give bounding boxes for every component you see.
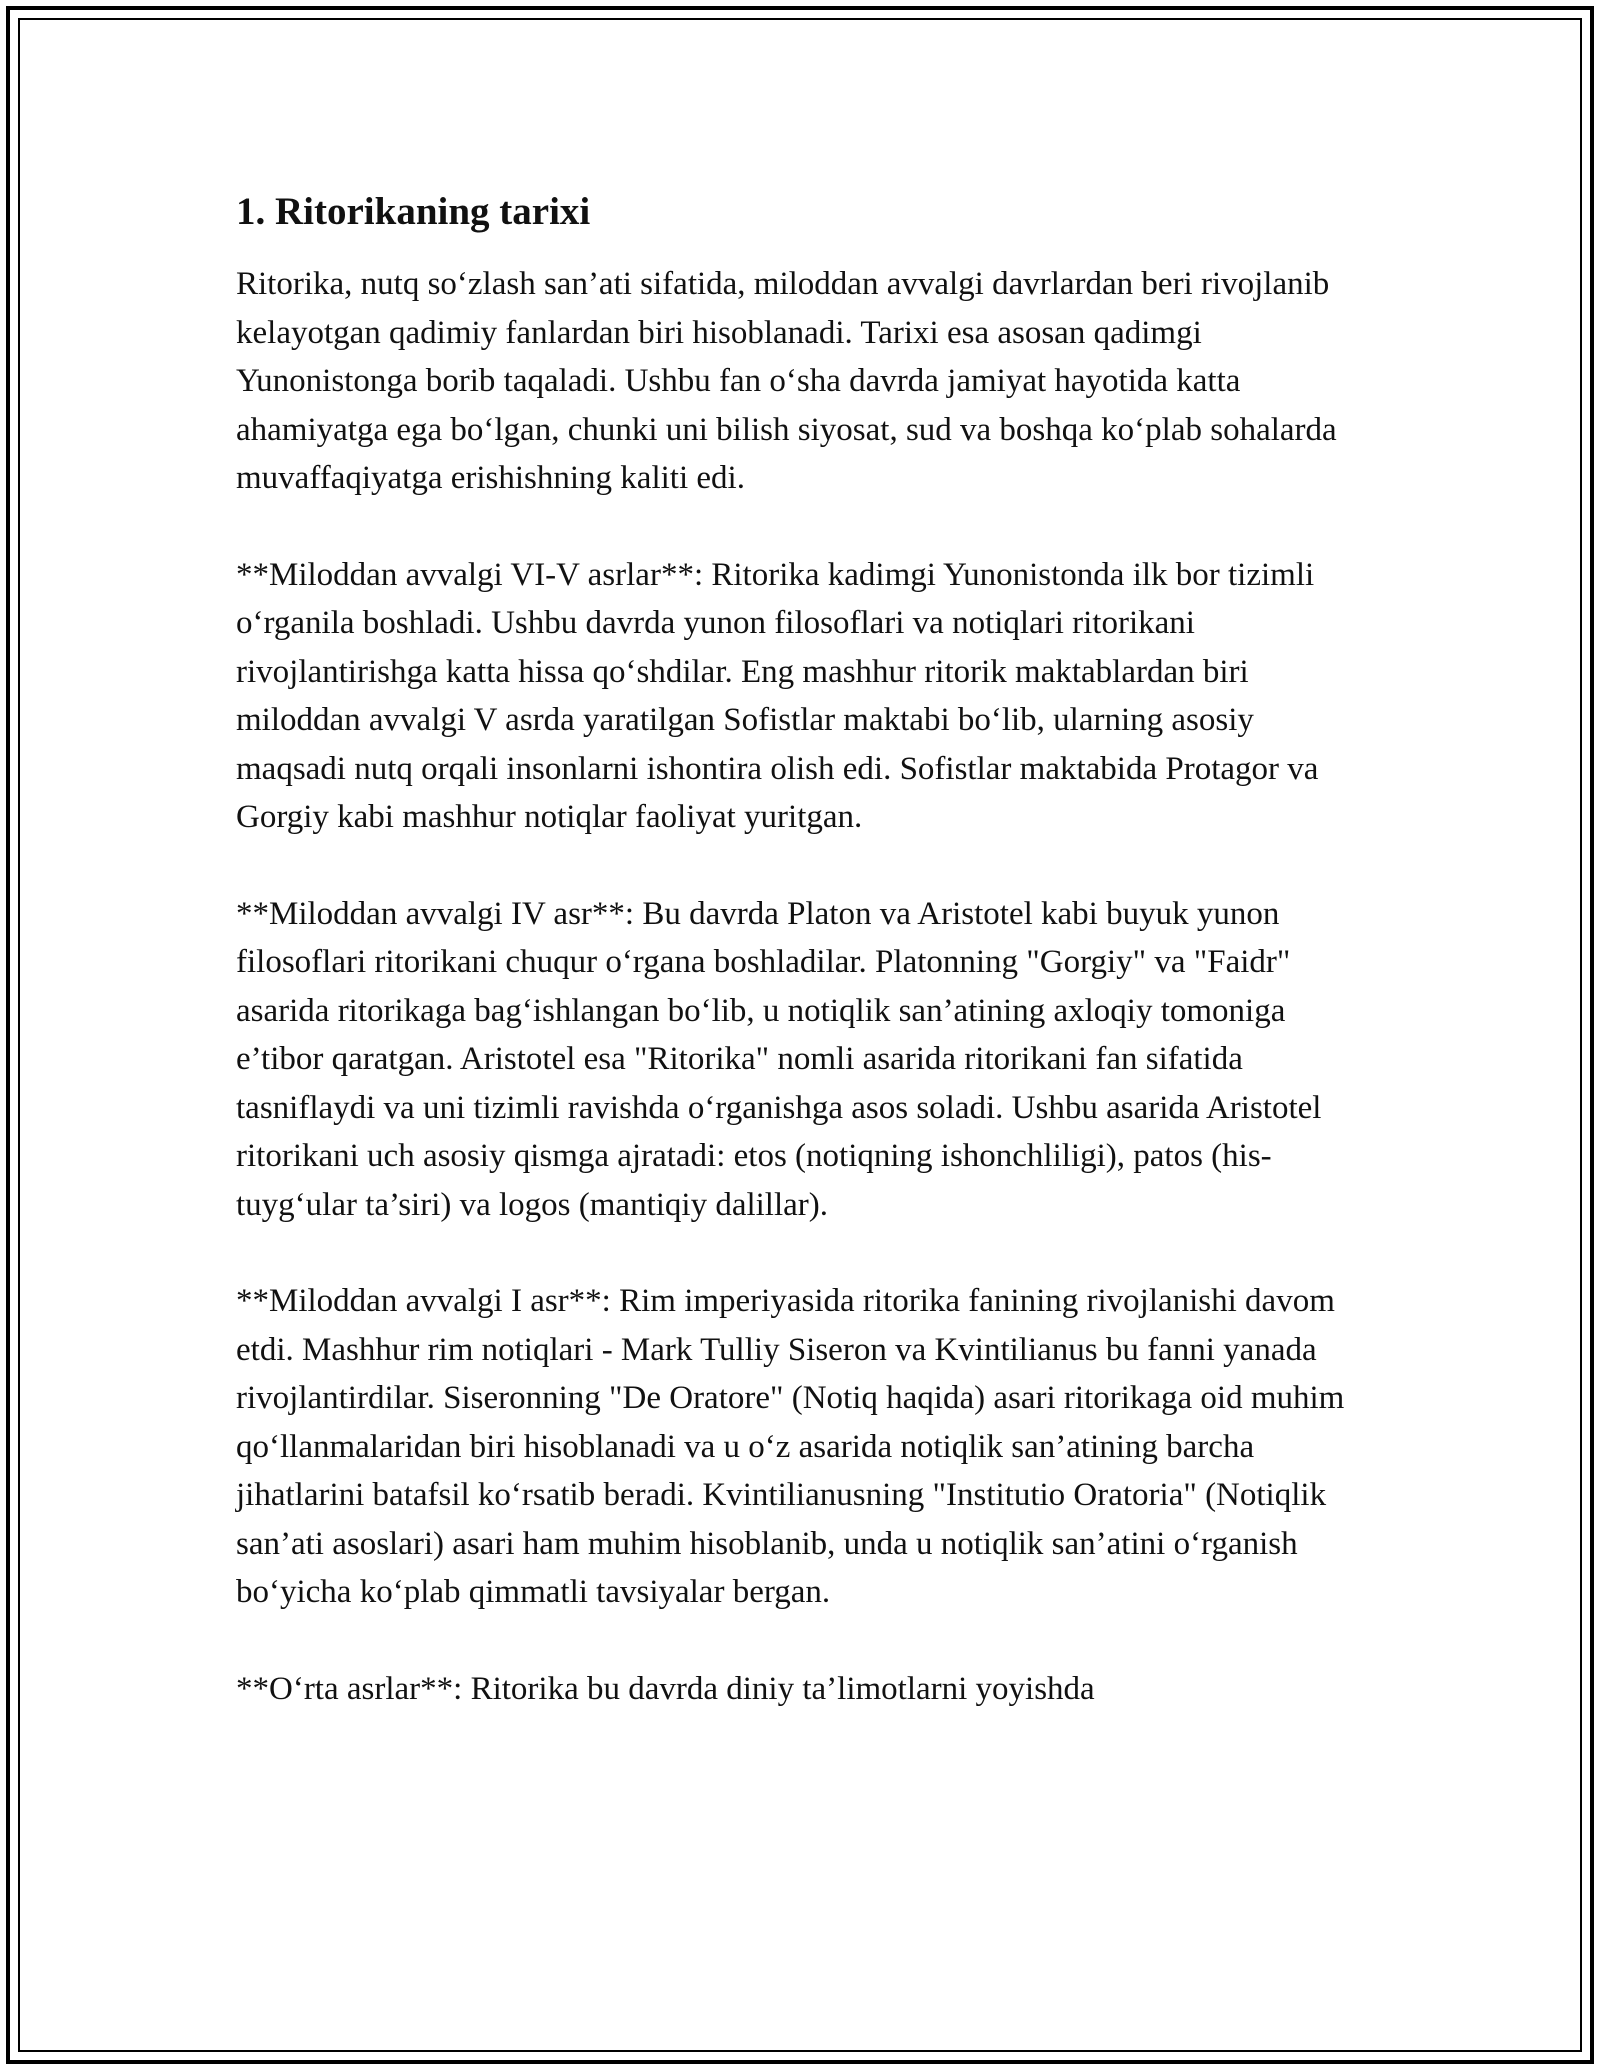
paragraph-intro: Ritorika, nutq so‘zlash san’ati sifatida, miloddan avvalgi davrlardan beri rivojlanib kelayotgan qadimiy fanlardan biri hisoblanadi. Tarixi esa asosan qadimgi Yunonistonga borib taqaladi. Ushbu fan o‘sha davrda jamiyat hayotida katta ahamiyatga ega bo‘lgan, chunki uni bilish siyosat, sud va boshqa ko‘plab sohalarda muvaffaqiyatga erishishning kaliti edi. xyxy=(236,266,1337,496)
paragraph-middle-ages: **O‘rta asrlar**: Ritorika bu davrda diniy ta’limotlarni yoyishda xyxy=(236,1670,1095,1707)
paragraph-iv-century-bc: **Miloddan avvalgi IV asr**: Bu davrda Platon va Aristotel kabi buyuk yunon filosoflari ritorikani chuqur o‘rgana boshladilar. Platonning "Gorgiy" va "Faidr" asarida ritorikaga bag‘ishlangan bo‘lib, u notiqlik san’atining axloqiy tomoniga e’tibor qaratgan. Aristotel esa "Ritorika" nomli asarida ritorikani fan sifatida tasniflaydi va uni tizimli ravishda o‘rganishga asos soladi. Ushbu asarida Aristotel ritorikani uch asosiy qismga ajratadi: etos (notiqning ishonchliligi), patos (his-tuyg‘ular ta’siri) va logos (mantiqiy dalillar). xyxy=(236,895,1322,1223)
section-title: 1. Ritorikaning tarixi xyxy=(236,190,591,233)
paragraph-i-century-bc: **Miloddan avvalgi I asr**: Rim imperiyasida ritorika fanining rivojlanishi davom etdi. Mashhur rim notiqlari - Mark Tulliy Siseron va Kvintilianus bu fanni yanada rivojlantirdilar. Siseronning "De Oratore" (Notiq haqida) asari ritorikaga oid muhim qo‘llanmalaridan biri hisoblanadi va u o‘z asarida notiqlik san’atining barcha jihatlarini batafsil ko‘rsatib beradi. Kvintilianusning "Institutio Oratoria" (Notiqlik san’ati asoslari) asari ham muhim hisoblanib, unda u notiqlik san’atini o‘rganish bo‘yicha ko‘plab qimmatli tavsiyalar bergan. xyxy=(236,1283,1345,1610)
paragraph-vi-v-centuries-bc: **Miloddan avvalgi VI-V asrlar**: Ritorika kadimgi Yunonistonda ilk bor tizimli o‘rganila boshladi. Ushbu davrda yunon filosoflari va notiqlari ritorikani rivojlantirishga katta hissa qo‘shdilar. Eng mashhur ritorik maktablardan biri miloddan avvalgi V asrda yaratilgan Sofistlar maktabi bo‘lib, ularning asosiy maqsadi nutq orqali insonlarni ishontira olish edi. Sofistlar maktabida Protagor va Gorgiy kabi mashhur notiqlar faoliyat yuritgan. xyxy=(236,556,1319,835)
document-body xyxy=(236,186,1356,1713)
